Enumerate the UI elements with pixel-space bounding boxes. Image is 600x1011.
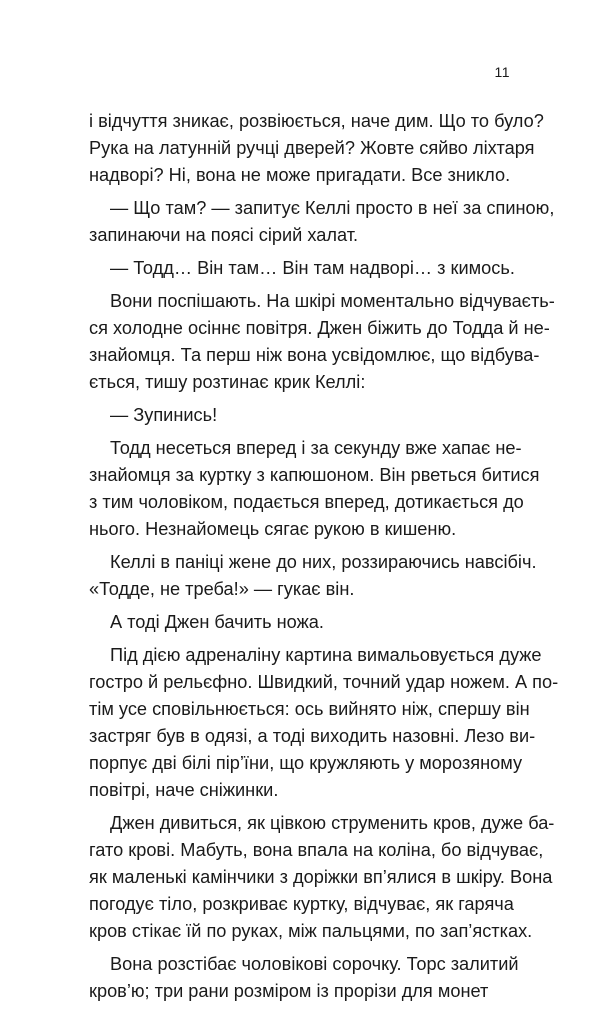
text-line: і відчуття зникає, розвіюється, наче дим. Що то було?	[89, 111, 544, 131]
text-line: надворі? Ні, вона не може пригадати. Все зникло.	[89, 165, 511, 185]
text-line: кров’ю; три рани розміром із прорізи для монет	[89, 981, 489, 1001]
text-line: ється, тишу розтинає крик Келлі:	[89, 372, 366, 392]
text-line: Рука на латунній ручці дверей? Жовте сяйво ліхтаря	[89, 138, 535, 158]
text-line: кров стікає їй по руках, між пальцями, по зап’ястках.	[89, 921, 533, 941]
text-line: погодує тіло, розкриває куртку, відчуває, як гаряча	[89, 894, 514, 914]
paragraph	[89, 951, 519, 1005]
paragraph	[89, 609, 513, 636]
text-line: Джен дивиться, як цівкою струменить кров, дуже ба-	[110, 813, 555, 833]
paragraph	[89, 435, 540, 543]
body-text	[89, 108, 559, 1011]
text-line: гато крові. Мабуть, вона впала на коліна, бо відчуває,	[89, 840, 544, 860]
text-line: Під дією адреналіну картина вимальовується дуже	[110, 645, 542, 665]
paragraph	[89, 549, 537, 603]
text-line: з тим чоловіком, подається вперед, дотикається до	[89, 492, 524, 512]
text-line: знайомця. Та перш ніж вона усвідомлює, що відбува-	[89, 345, 540, 365]
paragraph	[89, 255, 513, 282]
text-line: Келлі в паніці жене до них, роззираючись навсібіч.	[110, 552, 537, 572]
text-line: знайомця за куртку з капюшоном. Він рветься битися	[89, 465, 540, 485]
text-line: Вона розстібає чоловікові сорочку. Торс залитий	[110, 954, 519, 974]
text-line: — Що там? — запитує Келлі просто в неї за спиною,	[110, 198, 555, 218]
text-line: запинаючи на поясі сірий халат.	[89, 225, 359, 245]
paragraph	[89, 642, 559, 804]
text-line: гостро й рельєфно. Швидкий, точний удар ножем. А по-	[89, 672, 559, 692]
paragraph	[89, 288, 555, 396]
text-line: застряг був в одязі, а тоді виходить назовні. Лезо ви-	[89, 726, 536, 746]
text-line: — Зупинись!	[110, 405, 218, 425]
text-line: Тодд несеться вперед і за секунду вже хапає не-	[110, 438, 522, 458]
text-line: А тоді Джен бачить ножа.	[110, 612, 324, 632]
text-line: «Тодде, не треба!» — гукає він.	[89, 579, 355, 599]
text-line: як маленькі камінчики з доріжки вп’ялися в шкіру. Вона	[89, 867, 553, 887]
page-number: 11	[494, 64, 510, 80]
text-line: тім усе сповільнюється: ось вийнято ніж, спершу він	[89, 699, 530, 719]
text-line: Вони поспішають. На шкірі моментально відчуваєть-	[110, 291, 555, 311]
text-line: ся холодне осіннє повітря. Джен біжить до Тодда й не-	[89, 318, 550, 338]
paragraph	[89, 810, 555, 945]
text-line: порпує дві білі пір’їни, що кружляють у морозяному	[89, 753, 523, 773]
text-line: нього. Незнайомець сягає рукою в кишеню.	[89, 519, 457, 539]
paragraph	[89, 195, 555, 249]
text-line: повітрі, наче сніжинки.	[89, 780, 279, 800]
paragraph	[89, 402, 513, 429]
paragraph	[89, 108, 544, 189]
text-line: — Тодд… Він там… Він там надворі… з кимось.	[110, 258, 515, 278]
